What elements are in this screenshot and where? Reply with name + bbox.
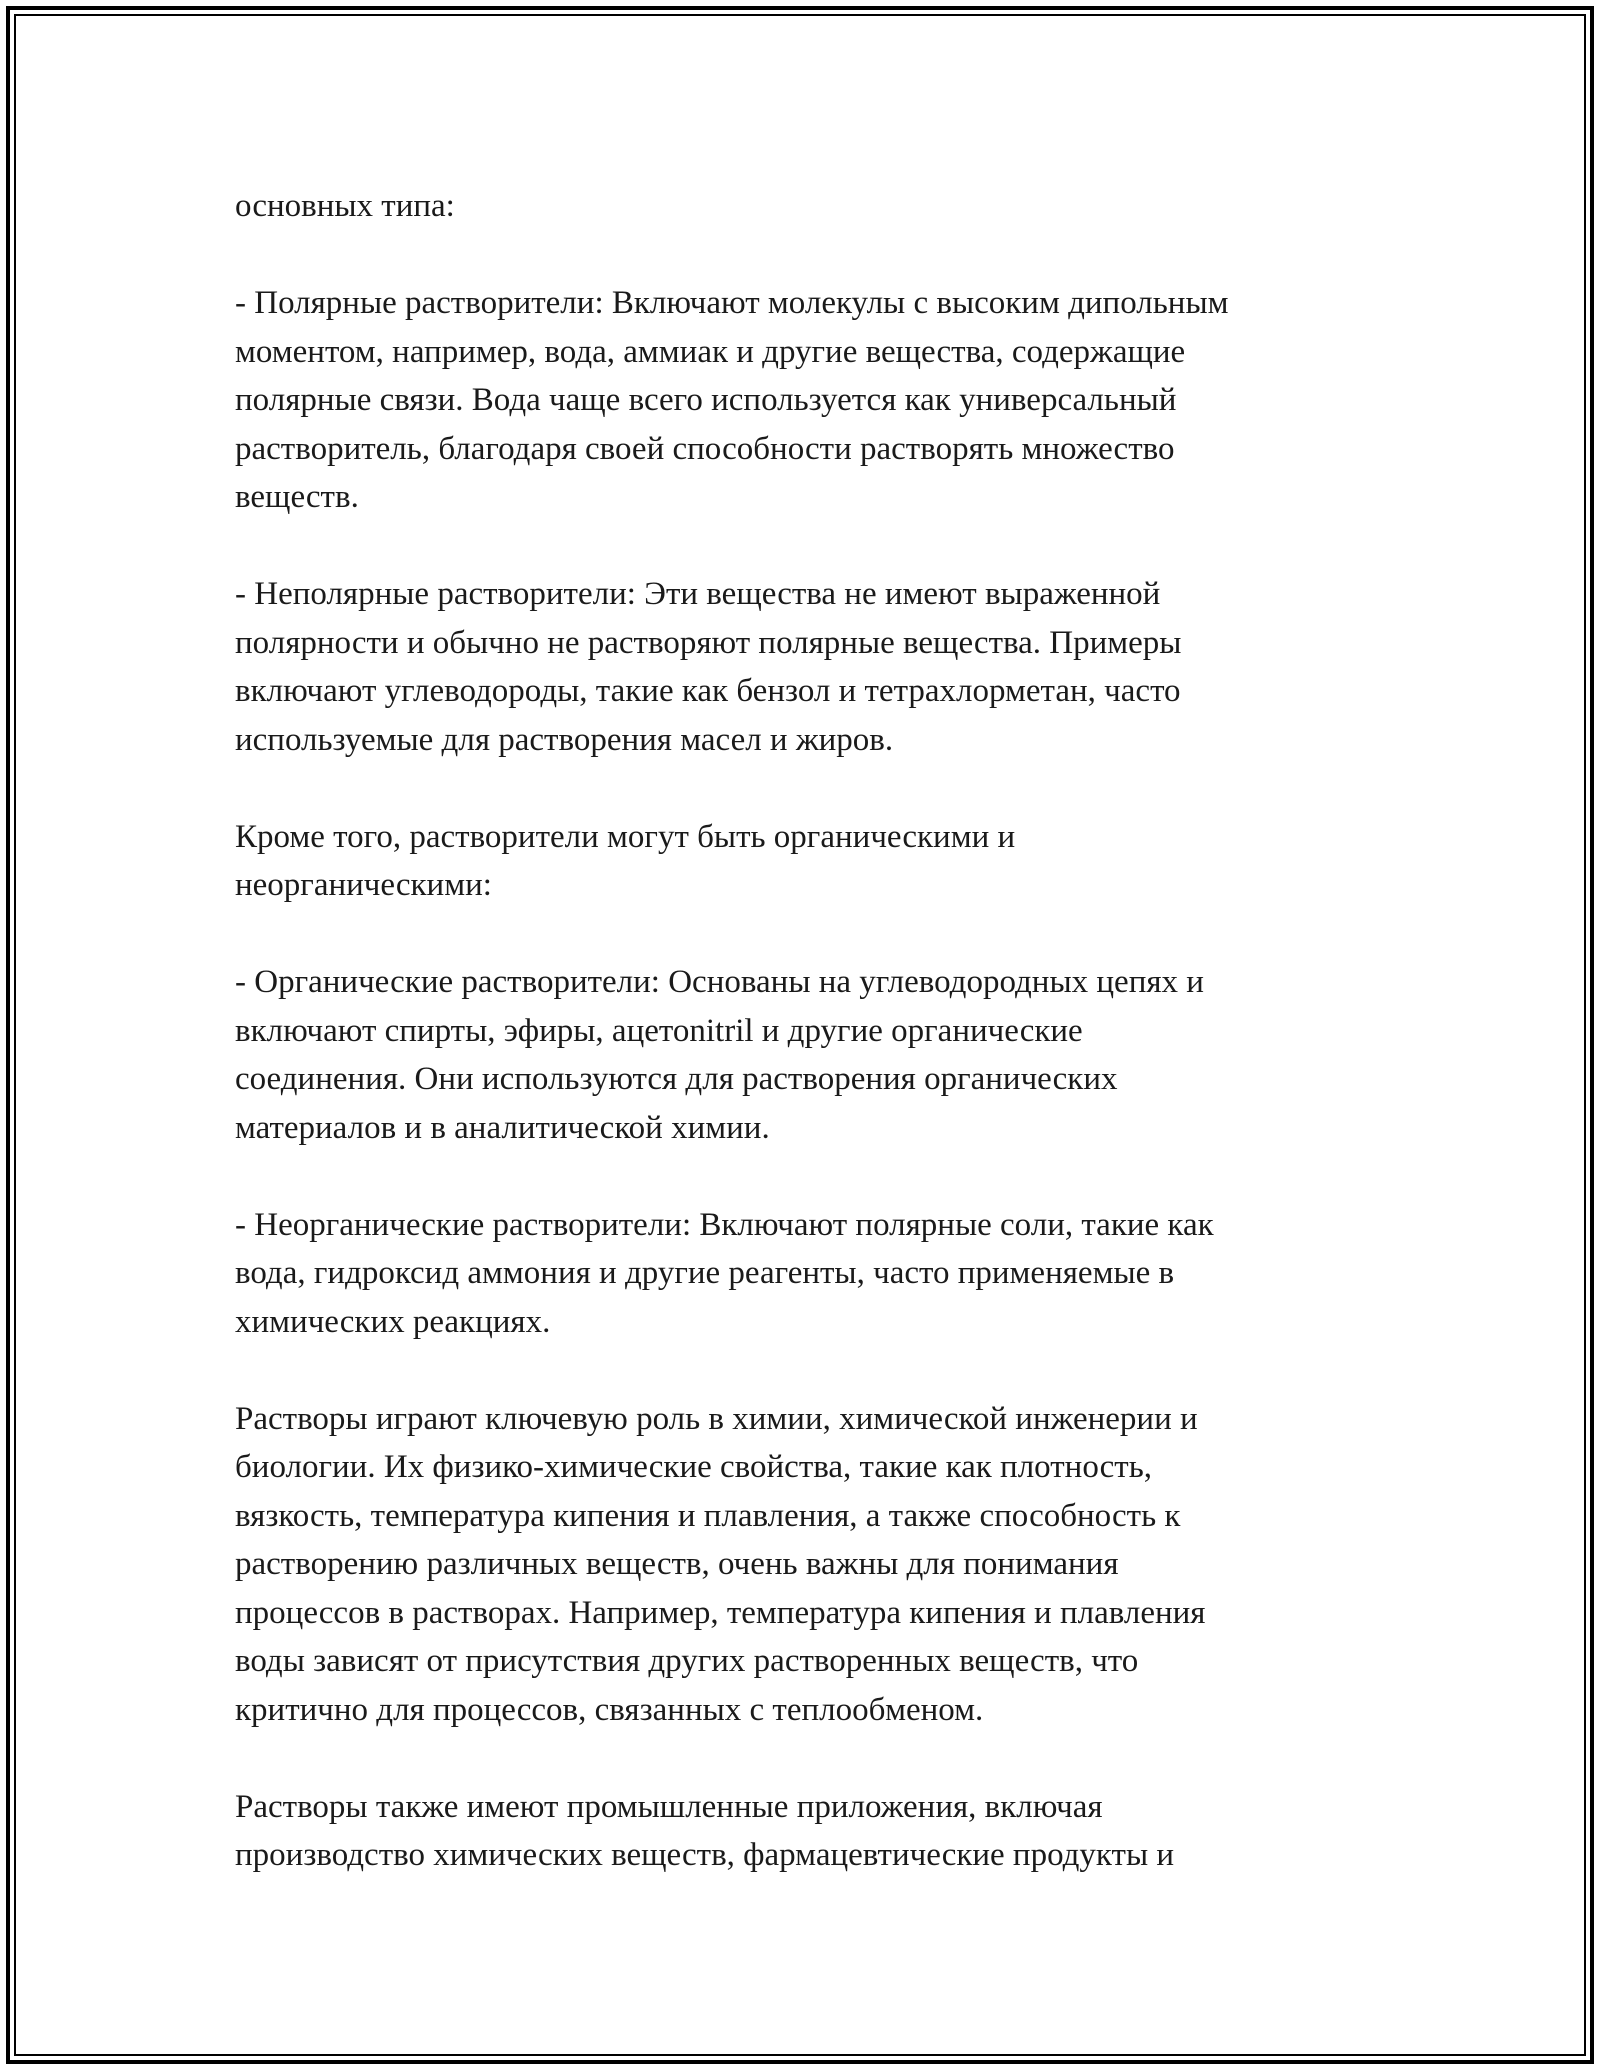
paragraph-solutions-role: Растворы играют ключевую роль в химии, химической инженерии и биологии. Их физико-химические свойства, такие как плотность, вязкость, температура кипения и плавления, а также способность к растворению различных веществ, очень важны для понимания процессов в растворах. Например, температура кипения и плавления воды зависят от присутствия других растворенных веществ, что критично для процессов, связанных с теплообменом.	[235, 1400, 1206, 1728]
paragraph-inorganic-solvents: - Неорганические растворители: Включают полярные соли, такие как вода, гидроксид аммония и другие реагенты, часто применяемые в химических реакциях.	[235, 1206, 1214, 1340]
paragraph-nonpolar-solvents: - Неполярные растворители: Эти вещества не имеют выраженной полярности и обычно не растворяют полярные вещества. Примеры включают углеводороды, такие как бензол и тетрахлорметан, часто используемые для растворения масел и жиров.	[235, 576, 1182, 758]
paragraph-industrial-applications: Растворы также имеют промышленные приложения, включая производство химических веществ, фармацевтические продукты и	[235, 1788, 1175, 1873]
document-body	[235, 182, 1395, 1880]
paragraph-polar-solvents: - Полярные растворители: Включают молекулы с высоким дипольным моментом, например, вода, аммиак и другие вещества, содержащие полярные связи. Вода чаще всего используется как универсальный растворитель, благодаря своей способности растворять множество веществ.	[235, 285, 1229, 515]
paragraph-organic-inorganic-intro: Кроме того, растворители могут быть органическими и неорганическими:	[235, 818, 1016, 903]
paragraph-organic-solvents: - Органические растворители: Основаны на углеводородных цепях и включают спирты, эфиры, ацетоnitril и другие органические соединения. Они используются для растворения органических материалов и в аналитической химии.	[235, 964, 1204, 1146]
paragraph-intro-fragment: основных типа:	[235, 188, 455, 224]
